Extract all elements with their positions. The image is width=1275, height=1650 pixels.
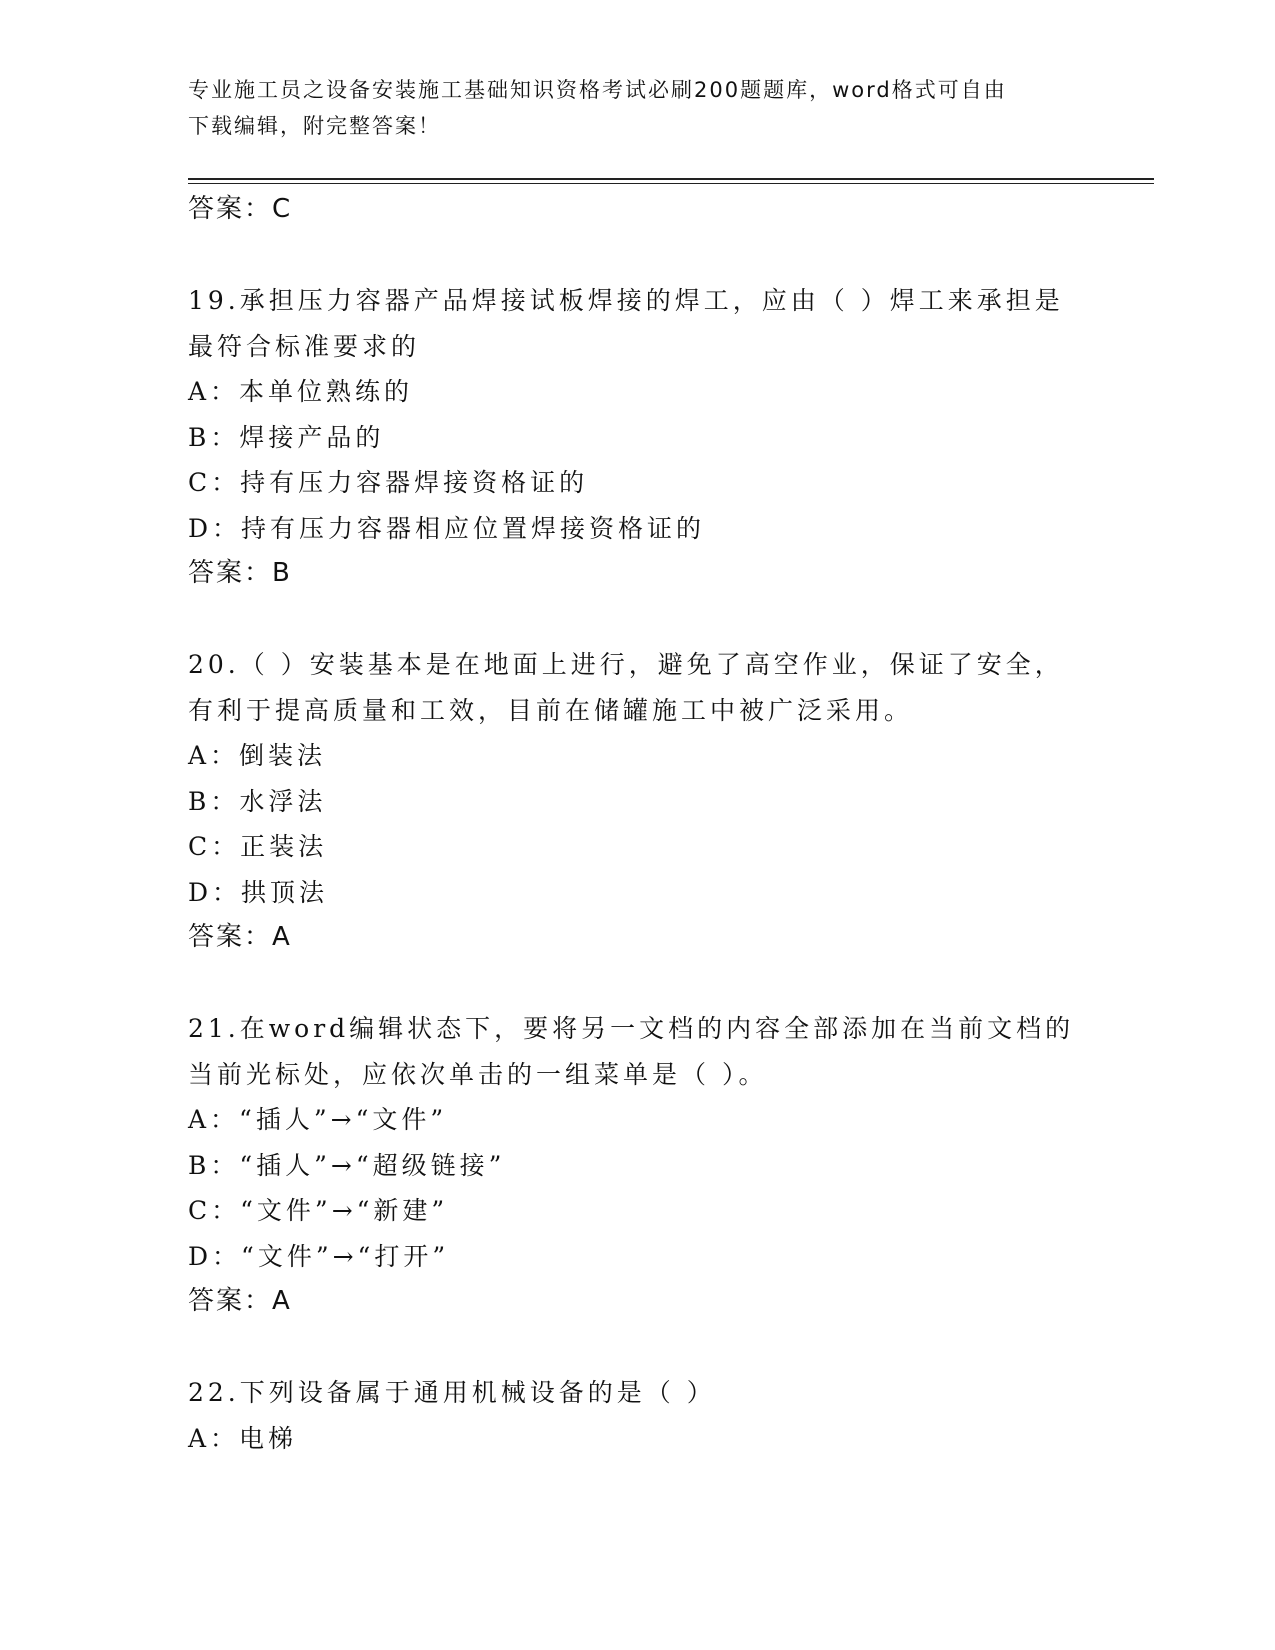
option-a: A：电梯 [188,1423,298,1453]
spacer [188,961,1118,1007]
option-a: A：本单位熟练的 [188,377,414,406]
question-stem: 19.承担压力容器产品焊接试板焊接的焊工，应由（ ）焊工来承担是 [188,286,1064,315]
spacer [188,1325,1118,1371]
answer-line: 答案：A [188,1286,292,1316]
option-c: C：持有压力容器焊接资格证的 [188,468,589,497]
question-stem: 21.在word编辑状态下，要将另一文档的内容全部添加在当前文档的 [188,1014,1075,1043]
answer-line: 答案：C [188,194,293,224]
option-b: B：“插人”→“超级链接” [188,1150,506,1180]
header-title-line-1: 专业施工员之设备安装施工基础知识资格考试必刷200题题库，word格式可自由 [188,78,1007,102]
question-stem: 最符合标准要求的 [188,331,421,361]
question-stem: 20.（ ）安装基本是在地面上进行，避免了高空作业，保证了安全， [188,650,1064,679]
question-20 [188,642,1118,961]
option-d: D：“文件”→“打开” [188,1241,450,1271]
spacer [188,597,1118,643]
option-b: B：焊接产品的 [188,422,385,452]
question-stem: 22.下列设备属于通用机械设备的是（ ） [188,1378,716,1407]
spacer [188,233,1118,279]
question-stem: 有利于提高质量和工效，目前在储罐施工中被广泛采用。 [188,695,914,725]
question-22 [188,1370,1118,1461]
option-c: C：“文件”→“新建” [188,1196,449,1225]
option-a: A：倒装法 [188,741,327,770]
header-divider [188,178,1154,184]
option-a: A：“插人”→“文件” [188,1105,448,1134]
question-21 [188,1006,1118,1325]
question-list [188,187,1118,1461]
answer-line: 答案：A [188,922,292,952]
document-header [188,72,1088,144]
option-b: B：水浮法 [188,786,327,816]
question-19 [188,278,1118,597]
option-d: D：拱顶法 [188,877,329,907]
option-d: D：持有压力容器相应位置焊接资格证的 [188,513,706,543]
header-title-line-2: 下载编辑，附完整答案！ [188,114,441,138]
answer-line: 答案：B [188,558,292,588]
option-c: C：正装法 [188,832,328,861]
question-stem: 当前光标处，应依次单击的一组菜单是（ ）。 [188,1059,768,1089]
